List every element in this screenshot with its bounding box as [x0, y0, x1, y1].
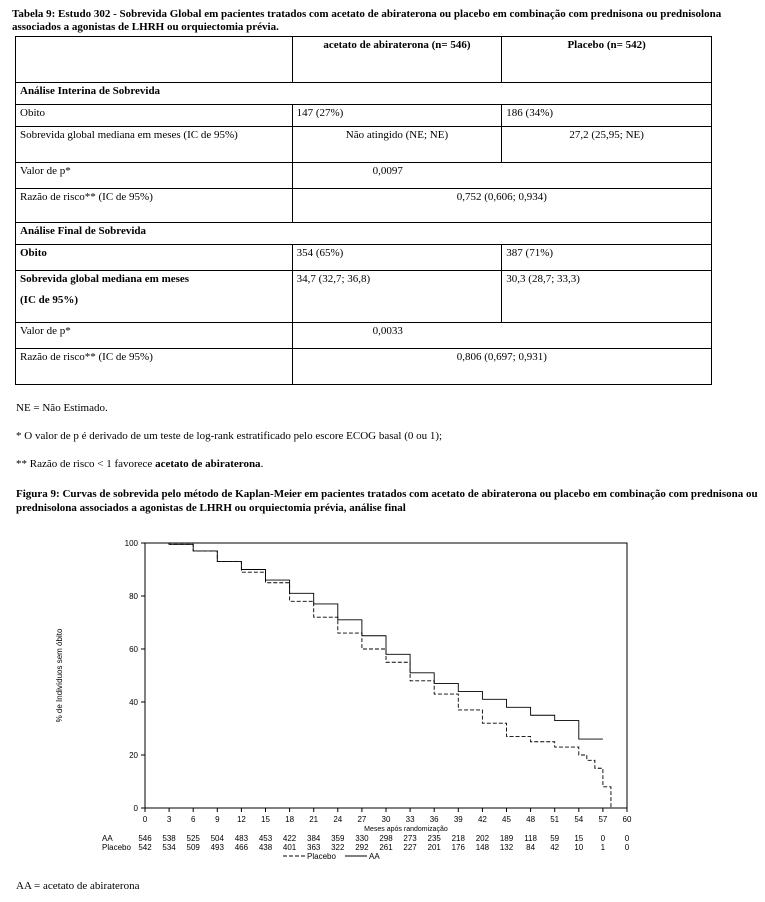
risk-value: 542	[138, 843, 152, 852]
risk-value: 330	[355, 834, 369, 843]
y-tick-label: 20	[129, 751, 138, 760]
final-obito-label: Obito	[16, 245, 293, 271]
x-tick-label: 27	[357, 815, 367, 824]
x-tick-label: 45	[502, 815, 511, 824]
footnote: AA = acetato de abiraterona	[16, 880, 140, 892]
risk-value: 438	[258, 843, 273, 852]
risk-value: 10	[574, 843, 584, 852]
risk-value: 509	[186, 843, 200, 852]
risk-value: 227	[403, 843, 417, 852]
interim-median-aa: Não atingido (NE; NE)	[292, 127, 502, 163]
final-hr-value: 0,806 (0,697; 0,931)	[292, 349, 711, 385]
risk-value: 202	[475, 834, 490, 843]
risk-value: 84	[526, 843, 536, 852]
note-p: * O valor de p é derivado de um teste de log-rank estratificado pelo escore ECOG basal (0 ou 1);	[16, 430, 443, 442]
risk-value: 118	[524, 834, 537, 843]
note-ne: NE = Não Estimado.	[16, 402, 108, 414]
plot-frame	[145, 543, 627, 808]
x-tick-label: 39	[453, 815, 463, 824]
section-final: Análise Final de Sobrevida	[16, 223, 712, 245]
risk-value: 148	[475, 843, 490, 852]
legend-aa-label: AA	[369, 852, 380, 861]
header-aa: acetato de abiraterona (n= 546)	[292, 37, 502, 83]
final-p-label: Valor de p*	[16, 323, 293, 349]
note-hr-prefix: ** Razão de risco < 1 favorece	[16, 458, 156, 470]
y-tick-label: 80	[129, 592, 138, 601]
risk-value: 292	[355, 843, 369, 852]
final-obito-pl: 387 (71%)	[502, 245, 712, 271]
risk-value: 384	[307, 834, 321, 843]
risk-value: 235	[427, 834, 441, 843]
x-tick-label: 33	[405, 815, 415, 824]
y-tick-label: 40	[129, 698, 138, 707]
risk-value: 273	[403, 834, 417, 843]
x-tick-label: 9	[215, 815, 220, 824]
y-tick-label: 0	[133, 804, 138, 813]
risk-value: 0	[600, 834, 606, 843]
final-hr-label: Razão de risco** (IC de 95%)	[16, 349, 293, 385]
x-tick-label: 42	[477, 815, 487, 824]
x-tick-label: 12	[236, 815, 246, 824]
risk-row-label: Placebo	[102, 843, 131, 852]
risk-value: 504	[210, 834, 224, 843]
final-median-label	[16, 271, 293, 323]
risk-value: 176	[451, 843, 465, 852]
risk-value: 525	[186, 834, 200, 843]
interim-median-label: Sobrevida global mediana em meses (IC de 95%)	[16, 127, 293, 163]
final-median-pl: 30,3 (28,7; 33,3)	[502, 271, 712, 323]
risk-value: 132	[499, 843, 514, 852]
risk-value: 261	[379, 843, 393, 852]
interim-obito-pl: 186 (34%)	[502, 105, 712, 127]
x-tick-label: 60	[622, 815, 632, 824]
note-hr	[16, 458, 263, 470]
kaplan-meier-chart	[0, 525, 765, 870]
x-axis-label: Meses após randomização	[364, 826, 448, 833]
x-tick-label: 18	[285, 815, 295, 824]
y-tick-label: 100	[124, 539, 138, 548]
risk-value: 363	[307, 843, 321, 852]
risk-value: 1	[600, 843, 606, 852]
section-interim: Análise Interina de Sobrevida	[16, 83, 712, 105]
header-empty-cell	[16, 37, 293, 83]
interim-p-value: 0,0097	[292, 163, 711, 189]
risk-value: 422	[282, 834, 297, 843]
final-p-value: 0,0033	[292, 323, 711, 349]
note-hr-bold: acetato de abiraterona	[155, 458, 261, 470]
x-tick-label: 0	[142, 815, 148, 824]
risk-value: 466	[234, 843, 249, 852]
risk-value: 401	[282, 843, 297, 852]
risk-value: 0	[624, 834, 630, 843]
interim-hr-value: 0,752 (0,606; 0,934)	[292, 189, 711, 223]
x-tick-label: 57	[598, 815, 608, 824]
risk-value: 59	[550, 834, 560, 843]
series-line-aa	[145, 543, 603, 739]
x-tick-label: 21	[309, 815, 319, 824]
risk-value: 201	[427, 843, 441, 852]
interim-obito-aa: 147 (27%)	[292, 105, 502, 127]
legend-placebo-label: Placebo	[307, 852, 336, 861]
risk-value: 42	[550, 843, 560, 852]
x-tick-label: 51	[550, 815, 560, 824]
x-tick-label: 36	[429, 815, 439, 824]
risk-value: 189	[499, 834, 514, 843]
risk-value: 218	[451, 834, 465, 843]
y-axis-label: % de Indivíduos sem óbito	[55, 628, 64, 723]
interim-hr-label: Razão de risco** (IC de 95%)	[16, 189, 293, 223]
y-tick-label: 60	[129, 645, 138, 654]
risk-value: 15	[574, 834, 584, 843]
risk-value: 483	[234, 834, 249, 843]
interim-obito-label: Obito	[16, 105, 293, 127]
header-placebo: Placebo (n= 542)	[502, 37, 712, 83]
final-median-label-line1: Sobrevida global mediana em meses	[20, 273, 190, 285]
final-obito-aa: 354 (65%)	[292, 245, 502, 271]
x-tick-label: 15	[261, 815, 270, 824]
risk-value: 534	[162, 843, 176, 852]
interim-median-pl: 27,2 (25,95; NE)	[502, 127, 712, 163]
x-tick-label: 48	[526, 815, 536, 824]
x-tick-label: 6	[190, 815, 196, 824]
x-tick-label: 54	[574, 815, 584, 824]
interim-p-label: Valor de p*	[16, 163, 293, 189]
risk-value: 359	[331, 834, 345, 843]
note-hr-suffix: .	[260, 458, 264, 470]
survival-table	[15, 36, 712, 385]
risk-value: 546	[138, 834, 152, 843]
risk-value: 538	[162, 834, 176, 843]
risk-row-label: AA	[102, 834, 113, 843]
risk-value: 298	[379, 834, 393, 843]
figure-caption: Figura 9: Curvas de sobrevida pelo método de Kaplan-Meier em pacientes tratados com acetato de abiraterona ou placebo em combinação com prednisona ou prednisolona associados a agonistas de LHRH ou orquiectomia prévia, análise final	[16, 488, 758, 514]
risk-value: 0	[624, 843, 630, 852]
x-tick-label: 24	[333, 815, 343, 824]
final-median-aa: 34,7 (32,7; 36,8)	[292, 271, 502, 323]
x-tick-label: 30	[381, 815, 391, 824]
risk-value: 453	[258, 834, 273, 843]
risk-value: 493	[210, 843, 224, 852]
risk-value: 322	[331, 843, 345, 852]
x-tick-label: 3	[166, 815, 172, 824]
final-median-label-line2: (IC de 95%)	[20, 294, 79, 306]
table-caption: Tabela 9: Estudo 302 - Sobrevida Global em pacientes tratados com acetato de abiraterona ou placebo em combinação com prednisona ou prednisolona associados a agonistas de LHRH ou orquiectomia prévia.	[12, 8, 722, 33]
series-line-placebo	[145, 543, 611, 808]
